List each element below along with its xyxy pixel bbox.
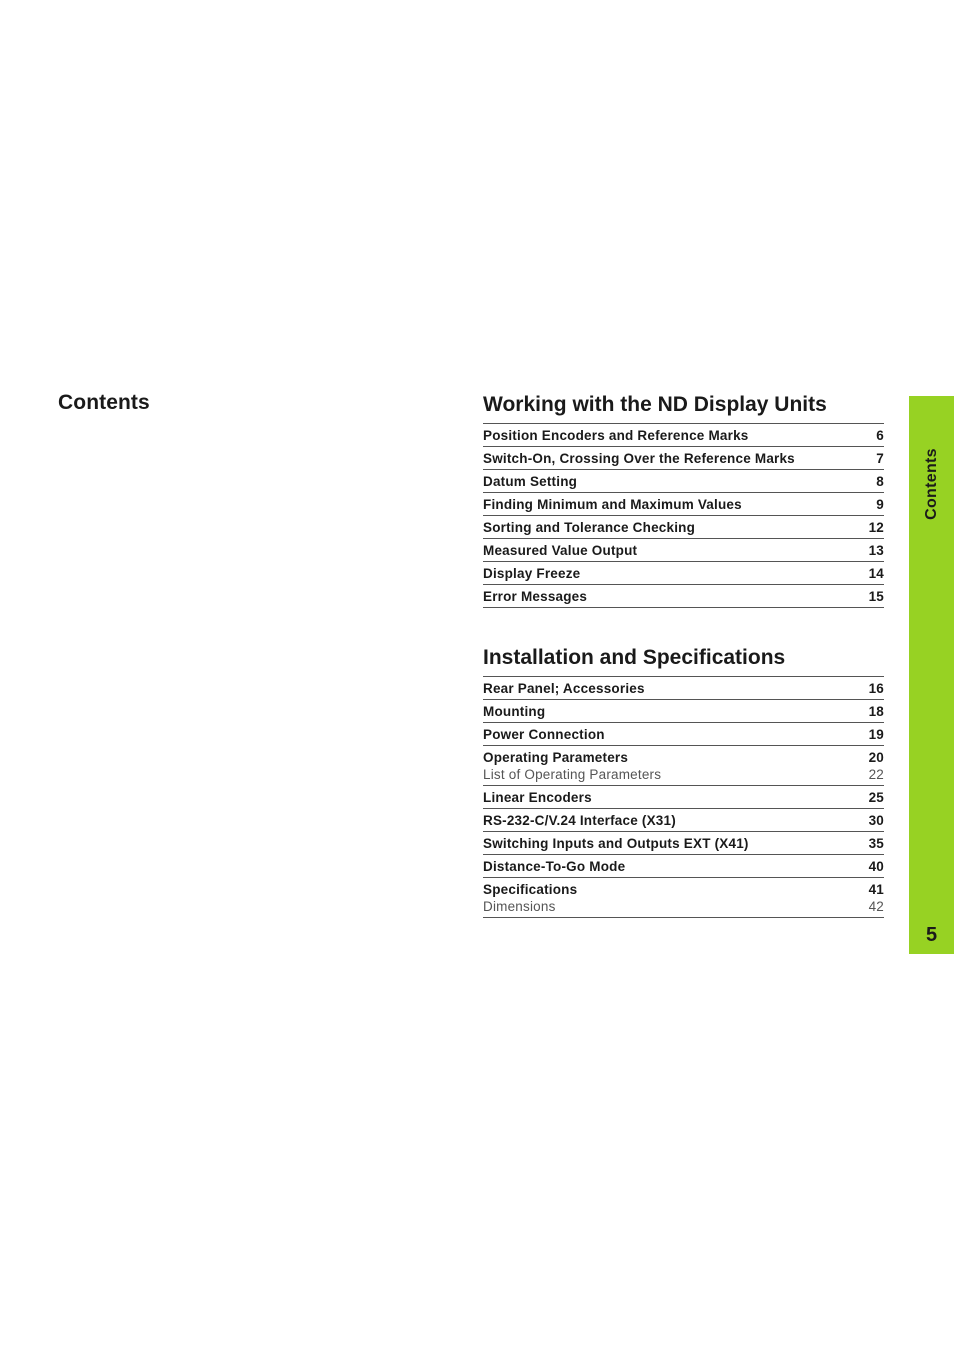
page-title: Contents: [58, 391, 150, 414]
toc-entry[interactable]: [483, 424, 884, 447]
toc-subentry-label: List of Operating Parameters: [483, 767, 662, 782]
toc-entry[interactable]: [483, 539, 884, 562]
toc-entry[interactable]: [483, 878, 884, 918]
toc-entry-label: Power Connection: [483, 727, 605, 742]
toc-entry[interactable]: [483, 809, 884, 832]
toc-entry[interactable]: [483, 855, 884, 878]
toc-entry[interactable]: [483, 786, 884, 809]
toc-entry-label: Rear Panel; Accessories: [483, 681, 645, 696]
toc-entry-page: 12: [868, 520, 884, 535]
toc-entry-label: Position Encoders and Reference Marks: [483, 428, 749, 443]
toc-entry-label: Specifications: [483, 882, 578, 897]
toc-entry-page: 7: [876, 451, 884, 466]
toc-subentry-label: Dimensions: [483, 899, 556, 914]
toc-entry-page: 20: [868, 750, 884, 765]
toc-subentry[interactable]: [483, 898, 884, 917]
toc-entry-page: 35: [868, 836, 884, 851]
toc-entry[interactable]: [483, 493, 884, 516]
toc-entry-page: 8: [876, 474, 884, 489]
toc-entry[interactable]: [483, 746, 884, 786]
toc-section-installation: [483, 644, 884, 918]
toc-subentry-page: 42: [868, 899, 884, 914]
toc-entry-page: 6: [876, 428, 884, 443]
toc-entry-page: 30: [868, 813, 884, 828]
toc-entry[interactable]: [483, 700, 884, 723]
toc-entry-label: RS-232-C/V.24 Interface (X31): [483, 813, 676, 828]
toc-entry[interactable]: [483, 832, 884, 855]
toc-subentry[interactable]: [483, 766, 884, 785]
chapter-side-tab: [909, 396, 954, 954]
toc-entry-label: Display Freeze: [483, 566, 581, 581]
toc-entry-label: Distance-To-Go Mode: [483, 859, 626, 874]
toc-entry-label: Sorting and Tolerance Checking: [483, 520, 696, 535]
section-title: Installation and Specifications: [483, 644, 884, 677]
toc-entry-label: Measured Value Output: [483, 543, 638, 558]
toc-entry-page: 25: [868, 790, 884, 805]
section-title: Working with the ND Display Units: [483, 391, 884, 424]
toc-entry-label: Switching Inputs and Outputs EXT (X41): [483, 836, 749, 851]
toc-entry-page: 13: [868, 543, 884, 558]
toc-entry[interactable]: [483, 470, 884, 493]
toc-entry[interactable]: [483, 723, 884, 746]
toc-entry-label: Linear Encoders: [483, 790, 592, 805]
toc-entry-page: 16: [868, 681, 884, 696]
toc-entry-page: 19: [868, 727, 884, 742]
toc-section-working: [483, 391, 884, 608]
toc-entry-page: 9: [876, 497, 884, 512]
side-tab-label: Contents: [923, 448, 940, 520]
toc-entry-page: 40: [868, 859, 884, 874]
toc-entry[interactable]: [483, 447, 884, 470]
toc-entry-page: 14: [868, 566, 884, 581]
toc-entry-label: Error Messages: [483, 589, 588, 604]
toc-entry[interactable]: [483, 516, 884, 539]
toc-entry[interactable]: [483, 677, 884, 700]
toc-entry-page: 15: [868, 589, 884, 604]
toc-entry[interactable]: [483, 562, 884, 585]
toc-entry-label: Switch-On, Crossing Over the Reference Marks: [483, 451, 795, 466]
toc-subentry-page: 22: [868, 767, 884, 782]
toc-entry-label: Operating Parameters: [483, 750, 629, 765]
toc-entry-page: 41: [868, 882, 884, 897]
toc-entry-label: Datum Setting: [483, 474, 578, 489]
toc-entry[interactable]: [483, 585, 884, 608]
toc-entry-page: 18: [868, 704, 884, 719]
page-number: 5: [925, 924, 938, 946]
toc-entry-label: Mounting: [483, 704, 546, 719]
toc-entry-label: Finding Minimum and Maximum Values: [483, 497, 742, 512]
